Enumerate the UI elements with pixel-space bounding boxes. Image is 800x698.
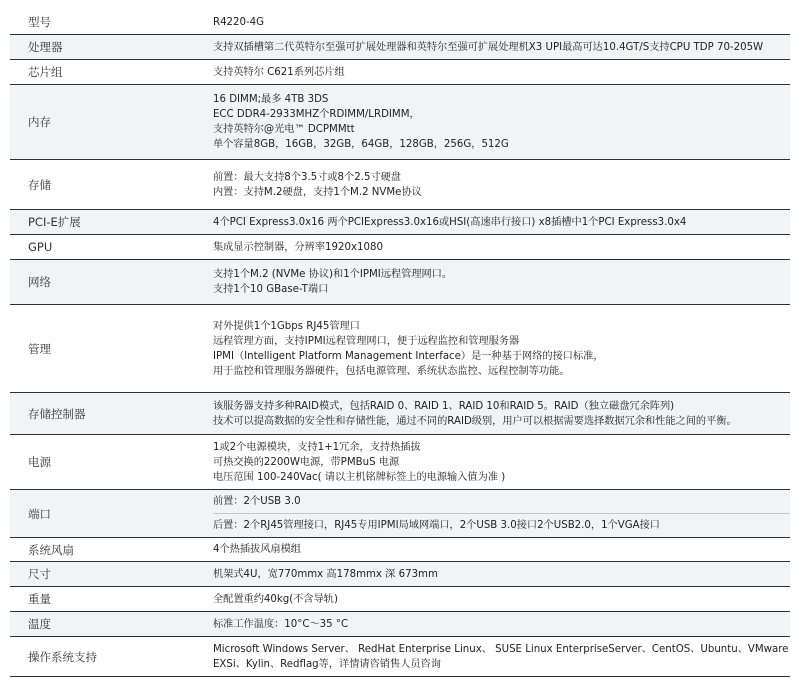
spec-line: 远程管理方面，支持IPMI远程管理网口，便于远程监控和管理服务器 xyxy=(213,335,520,347)
spec-label: 存储 xyxy=(28,177,51,192)
spec-label: 处理器 xyxy=(28,40,63,54)
spec-row-raid xyxy=(10,393,790,435)
spec-label: 尺寸 xyxy=(28,567,51,581)
spec-row-cpu xyxy=(10,35,790,60)
spec-line: 1或2个电源模块，支持1+1冗余，支持热插拔 xyxy=(213,441,421,453)
spec-row-dimensions xyxy=(10,562,790,587)
spec-line: ECC DDR4-2933MHZ个RDIMM/LRDIMM， xyxy=(213,109,420,120)
spec-value: 标准工作温度：10°C～35 °C xyxy=(213,618,349,630)
spec-row-gpu xyxy=(10,235,790,260)
spec-line: 内置：支持M.2硬盘，支持1个M.2 NVMe协议 xyxy=(213,186,422,198)
spec-value: 4个热插拔风扇模组 xyxy=(213,544,301,555)
spec-label: 温度 xyxy=(28,617,51,631)
spec-label: 端口 xyxy=(28,506,51,521)
spec-label: 型号 xyxy=(28,15,51,29)
spec-row-storage xyxy=(10,160,790,210)
spec-table xyxy=(10,10,790,677)
spec-line: IPMI（Intelligent Platform Management Interface）是一种基于网络的接口标准， xyxy=(213,350,604,362)
spec-row-network xyxy=(10,260,790,305)
spec-row-fans xyxy=(10,538,790,562)
spec-row-weight xyxy=(10,587,790,612)
spec-value xyxy=(195,435,790,489)
spec-value: 支持双插槽第二代英特尔至强可扩展处理器和英特尔至强可扩展处理机X3 UPI最高可达10.4GT/S支持CPU TDP 70-205W xyxy=(213,41,764,53)
spec-line: 支持英特尔@光电™ DCPMMtt xyxy=(213,124,355,135)
spec-row-ports xyxy=(10,490,790,538)
spec-label: 操作系统支持 xyxy=(28,649,97,664)
spec-value xyxy=(195,490,790,537)
spec-line: 对外提供1个1Gbps RJ45管理口 xyxy=(213,320,360,332)
spec-label: 管理 xyxy=(28,341,51,356)
spec-row-memory xyxy=(10,85,790,160)
spec-label: 内存 xyxy=(28,115,51,129)
spec-label: 存储控制器 xyxy=(28,406,86,421)
spec-label: GPU xyxy=(28,240,53,254)
spec-value: 集成显示控制器，分辨率1920x1080 xyxy=(213,241,383,253)
spec-value xyxy=(195,260,790,304)
spec-label: 电源 xyxy=(28,455,51,469)
spec-line: Microsoft Windows Server、 RedHat Enterprise Linux、 SUSE Linux EnterpriseServer、CentOS、Ubuntu、VMware xyxy=(213,643,789,655)
spec-row-pcie xyxy=(10,210,790,235)
spec-line: 前置：最大支持8个3.5寸或8个2.5寸硬盘 xyxy=(213,171,401,183)
spec-line: 该服务器支持多种RAID模式，包括RAID 0、RAID 1、RAID 10和RAID 5。RAID（独立磁盘冗余阵列) xyxy=(213,400,675,412)
spec-line: 可热交换的2200W电源，带PMBuS 电源 xyxy=(213,456,400,468)
spec-line: 技术可以提高数据的安全性和存储性能，通过不同的RAID级别，用户可以根据需要选择数据冗余和性能之间的平衡。 xyxy=(213,415,737,427)
spec-row-model xyxy=(10,10,790,35)
ports-front: 前置：2个USB 3.0 xyxy=(213,490,790,514)
spec-label: 系统风扇 xyxy=(28,542,74,557)
spec-label: PCI-E扩展 xyxy=(28,215,81,229)
spec-value: 全配置重约40kg(不含导轨) xyxy=(213,593,338,605)
spec-value: 支持英特尔 C621系列芯片组 xyxy=(213,66,345,78)
spec-value xyxy=(195,393,790,434)
ports-rear: 后置：2个RJ45管理接口，RJ45专用IPMI局域网端口，2个USB 3.0接口2个USB2.0，1个VGA接口 xyxy=(213,520,660,531)
spec-label: 网络 xyxy=(28,275,51,289)
spec-row-management xyxy=(10,305,790,393)
spec-value xyxy=(195,637,790,676)
spec-row-chipset xyxy=(10,60,790,85)
spec-value: R4220-4G xyxy=(213,16,265,28)
spec-value xyxy=(195,305,790,392)
spec-line: 电压范围 100-240Vac( 请以主机铭牌标签上的电源输入值为准 ) xyxy=(213,471,506,483)
spec-value: 4个PCI Express3.0x16 两个PCIExpress3.0x16或HSI(高速串行接口) x8插槽中1个PCI Express3.0x4 xyxy=(213,216,687,228)
spec-row-os xyxy=(10,637,790,677)
spec-line: 用于监控和管理服务器硬件，包括电源管理、系统状态监控、远程控制等功能。 xyxy=(213,365,570,377)
spec-label: 重量 xyxy=(28,592,51,606)
spec-value xyxy=(195,160,790,209)
spec-line: EXSi、Kylin、Redflag等，详情请咨销售人员咨询 xyxy=(213,658,441,670)
spec-label: 芯片组 xyxy=(28,65,63,79)
spec-line: 支持1个10 GBase-T端口 xyxy=(213,284,329,295)
spec-row-temperature xyxy=(10,612,790,637)
spec-line: 支持1个M.2 (NVMe 协议)和1个IPMI远程管理网口。 xyxy=(213,269,453,280)
spec-line: 单个容量8GB，16GB，32GB，64GB，128GB，256G，512G xyxy=(213,139,509,150)
spec-line: 16 DIMM;最多 4TB 3DS xyxy=(213,94,329,105)
spec-row-power xyxy=(10,435,790,490)
spec-value xyxy=(195,85,790,159)
spec-value: 机架式4U，宽770mmx 高178mmx 深 673mm xyxy=(213,568,438,580)
